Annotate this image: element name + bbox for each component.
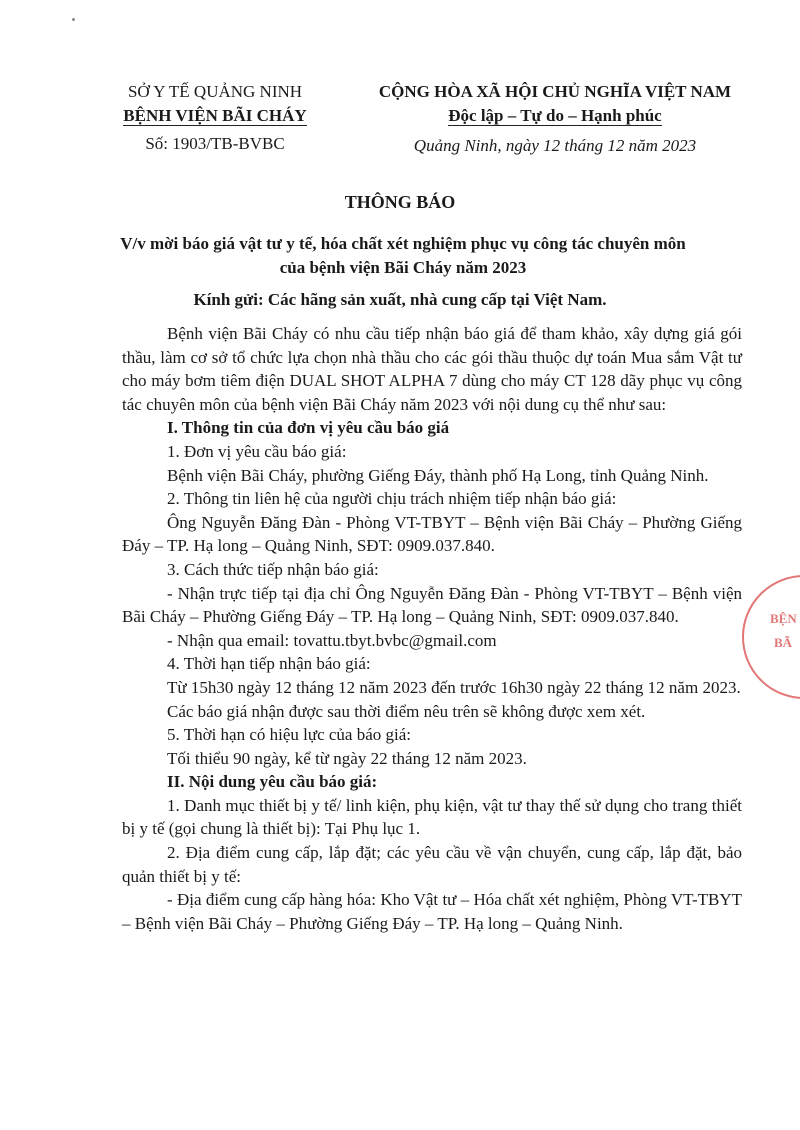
list-item: 2. Thông tin liên hệ của người chịu trách nhiệm tiếp nhận báo giá: [167,489,617,509]
issuer-hospital [100,104,330,128]
list-item: - Địa điểm cung cấp hàng hóa: Kho Vật tư – Hóa chất xét nghiệm, Phòng VT-TBYT – Bệnh viện Bãi Cháy – Phường Giếng Đáy – TP. Hạ long – Quảng Ninh. [122,890,742,933]
section-heading-1: I. Thông tin của đơn vị yêu cầu báo giá [167,418,450,438]
issuer-department: SỞ Y TẾ QUẢNG NINH [127,82,303,101]
list-item: 1. Đơn vị yêu cầu báo giá: [167,441,347,461]
list-item: 5. Thời hạn có hiệu lực của báo giá: [167,725,412,745]
list-item: Ông Nguyễn Đăng Đàn - Phòng VT-TBYT – Bệnh viện Bãi Cháy – Phường Giếng Đáy – TP. Hạ long – Quảng Ninh, SĐT: 0909.037.840. [122,512,742,556]
intro-paragraph: Bệnh viện Bãi Cháy có nhu cầu tiếp nhận báo giá để tham khảo, xây dựng giá gói thầu, làm cơ sở tổ chức lựa chọn nhà thầu cho các gói thầu thuộc dự toán Mua sắm Vật tư cho máy bơm tiêm điện DUAL SHOT ALPHA 7 dùng cho máy CT 128 dãy phục vụ công tác chuyên môn của bệnh viện Bãi Cháy năm 2023 với nội dung cụ thể như sau: [122,324,742,414]
list-item: 2. Địa điểm cung cấp, lắp đặt; các yêu cầu về vận chuyển, cung cấp, lắp đặt, bảo quản thiết bị y tế: [122,843,742,886]
list-item: Bệnh viện Bãi Cháy, phường Giếng Đáy, thành phố Hạ Long, tỉnh Quảng Ninh. [167,465,709,485]
stamp-text-1: BỆN [770,611,797,626]
document-title: THÔNG BÁO [344,192,456,212]
stamp-text-2: BÃ [774,635,793,650]
scan-speck [72,18,75,21]
document-number: Số: 1903/TB-BVBC [145,134,285,153]
list-item: 3. Cách thức tiếp nhận báo giá: [167,559,379,579]
document-subject: V/v mời báo giá vật tư y tế, hóa chất xét nghiệm phục vụ công tác chuyên môn của bệnh viện Bãi Cháy năm 2023 [120,234,686,277]
issuer-block [100,80,330,156]
section-heading-2: II. Nội dung yêu cầu báo giá: [167,772,378,792]
issue-date: Quảng Ninh, ngày 12 tháng 12 năm 2023 [413,136,697,155]
list-item: - Nhận trực tiếp tại địa chỉ Ông Nguyễn Đăng Đàn - Phòng VT-TBYT – Bệnh viện Bãi Cháy – Phường Giếng Đáy – TP. Hạ long – Quảng Ninh, SĐT: 0909.037.840. [122,583,742,627]
nation-name: CỘNG HÒA XÃ HỘI CHỦ NGHĨA VIỆT NAM [378,82,732,101]
list-item: 4. Thời hạn tiếp nhận báo giá: [167,654,371,674]
list-item: Tối thiểu 90 ngày, kể từ ngày 22 tháng 12 năm 2023. [167,748,527,768]
national-motto [345,104,765,128]
official-stamp [742,575,800,699]
list-item: 1. Danh mục thiết bị y tế/ linh kiện, phụ kiện, vật tư thay thế sử dụng cho trang thiết bị y tế (gọi chung là thiết bị): Tại Phụ lục 1. [122,795,742,839]
national-motto-text: Độc lập – Tự do – Hạnh phúc [448,106,662,125]
document-body [122,322,742,935]
list-item: Các báo giá nhận được sau thời điểm nêu trên sẽ không được xem xét. [167,701,646,721]
national-header [345,80,765,158]
issuer-hospital-text: BỆNH VIỆN BÃI CHÁY [123,106,307,125]
list-item: Từ 15h30 ngày 12 tháng 12 năm 2023 đến trước 16h30 ngày 22 tháng 12 năm 2023. [167,677,741,697]
greeting-line: Kính gửi: Các hãng sản xuất, nhà cung cấp tại Việt Nam. [193,290,607,309]
list-item: - Nhận qua email: tovattu.tbyt.bvbc@gmail.com [167,630,497,650]
